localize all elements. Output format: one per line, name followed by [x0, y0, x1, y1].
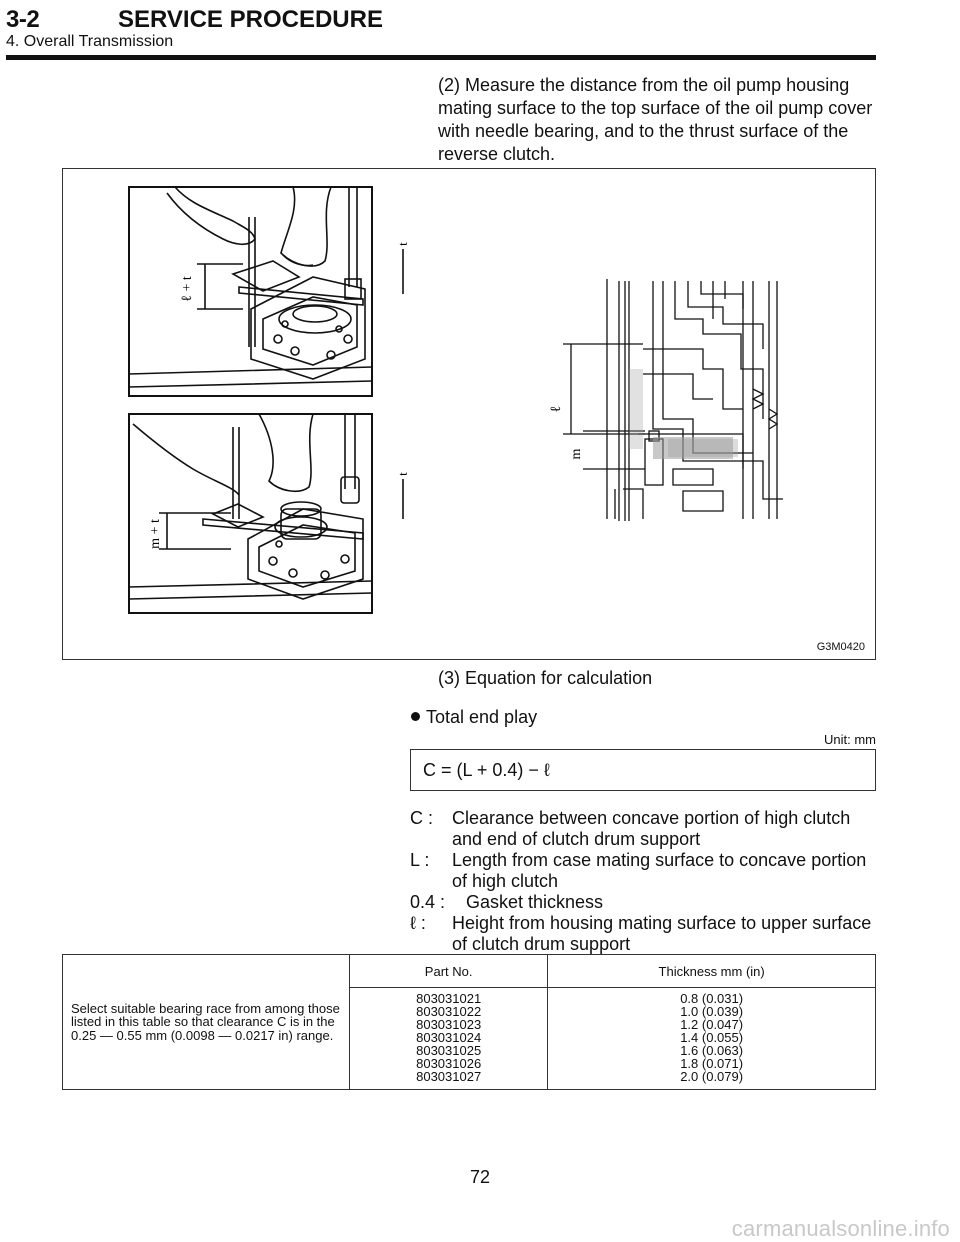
definition-symbol: L : — [410, 850, 430, 870]
page-title: SERVICE PROCEDURE — [118, 6, 383, 33]
bearing-race-table — [62, 954, 876, 1090]
watermark: carmanualsonline.info — [731, 1216, 950, 1241]
definition-symbol: 0.4 : — [410, 892, 446, 912]
cross-section-drawing — [563, 279, 783, 521]
unit-label: Unit: mm — [824, 732, 876, 747]
part-number: 803031021 — [416, 991, 482, 1006]
page-number: 72 — [469, 1167, 491, 1187]
section-number: 3-2 — [6, 6, 40, 33]
header-rule — [6, 55, 876, 60]
column-header-part-no: Part No. — [350, 955, 548, 988]
bullet-text: Total end play — [426, 707, 538, 727]
thickness-value: 1.8 (0.071) — [680, 1056, 744, 1071]
thickness-value: 0.8 (0.031) — [680, 991, 744, 1006]
bullet-icon — [411, 712, 420, 721]
definition-text: Gasket thickness — [466, 892, 604, 912]
label-t-upper: t — [395, 242, 410, 246]
label-l: ℓ — [549, 405, 564, 413]
figure-box — [62, 168, 876, 660]
label-m-plus-t: m + t — [148, 519, 163, 549]
column-header-thickness: Thickness mm (in) — [548, 955, 876, 988]
part-number: 803031026 — [416, 1056, 482, 1071]
thickness-column — [548, 988, 876, 1090]
figure-code: G3M0420 — [816, 641, 865, 653]
equation-box — [410, 749, 876, 791]
definition-text: Length from case mating surface to concave portion of high clutch — [452, 850, 867, 891]
definition-row — [410, 808, 880, 850]
step-3-text: (3) Equation for calculation — [438, 668, 653, 688]
part-number-column — [350, 988, 548, 1090]
definition-row — [410, 913, 880, 955]
definition-row — [410, 850, 880, 892]
thickness-value: 1.6 (0.063) — [680, 1043, 744, 1058]
section-subtitle: 4. Overall Transmission — [6, 33, 174, 50]
definitions-list — [410, 808, 880, 955]
total-end-play-heading — [411, 707, 537, 728]
definition-text: Height from housing mating surface to upper surface of clutch drum support — [452, 913, 872, 954]
label-l-plus-t: ℓ + t — [180, 276, 195, 302]
definition-symbol: C : — [410, 808, 434, 828]
step-2-text: (2) Measure the distance from the oil pump housing mating surface to the top surface of the oil pump cover with needle bearing, and to the thrust surface of the reverse clutch. — [438, 75, 873, 164]
part-number: 803031022 — [416, 1004, 482, 1019]
upper-photo-frame — [129, 187, 372, 396]
table-note: Select suitable bearing race from among those listed in this table so that clearance C is in the 0.25 — 0.55 mm (0.0098 — 0.0217 in) range. — [63, 955, 350, 1090]
thickness-value: 1.2 (0.047) — [680, 1017, 744, 1032]
label-m: m — [569, 448, 584, 460]
label-t-lower: t — [395, 472, 410, 476]
part-number: 803031025 — [416, 1043, 482, 1058]
thickness-value: 1.0 (0.039) — [680, 1004, 744, 1019]
part-number: 803031023 — [416, 1017, 482, 1032]
definition-symbol: ℓ : — [410, 913, 426, 933]
thickness-value: 2.0 (0.079) — [680, 1069, 744, 1084]
definition-text: Clearance between concave portion of high clutch and end of clutch drum support — [452, 808, 851, 849]
part-number: 803031024 — [416, 1030, 482, 1045]
measurement-illustration — [63, 169, 875, 659]
equation: C = (L + 0.4) − ℓ — [423, 760, 550, 780]
thickness-value: 1.4 (0.055) — [680, 1030, 744, 1045]
definition-row — [410, 892, 880, 913]
part-number: 803031027 — [416, 1069, 482, 1084]
